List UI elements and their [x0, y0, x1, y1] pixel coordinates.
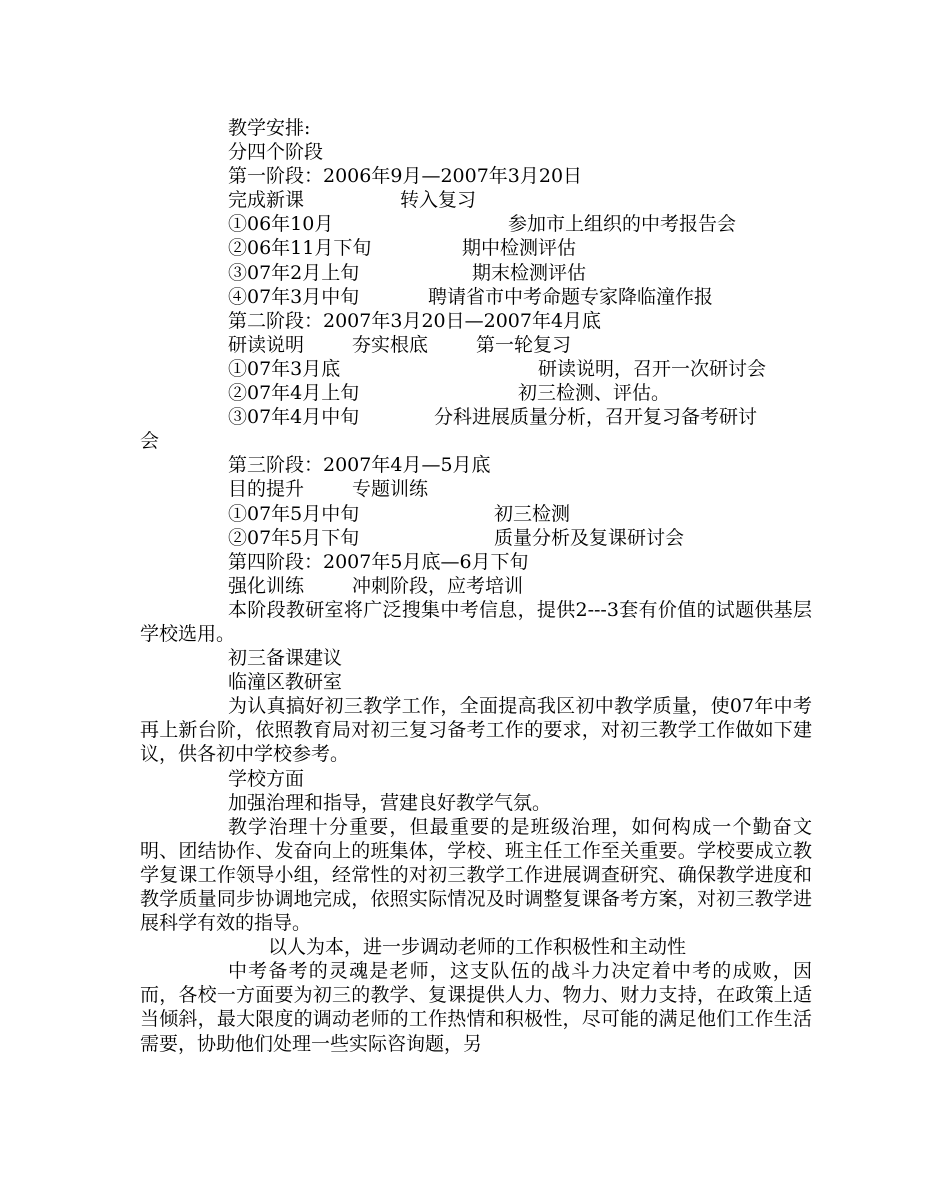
stage-1-item-3: ③07年2月上旬 期末检测评估 — [228, 261, 587, 284]
stage-2-heading: 第二阶段：2007年3月20日—2007年4月底 — [228, 309, 602, 332]
stage-3-item-1: ①07年5月中旬 初三检测 — [228, 502, 571, 525]
article-title: 初三备课建议 — [228, 647, 343, 670]
stage-1-item-1: ①06年10月 参加市上组织的中考报告会 — [228, 213, 737, 236]
stage-1-summary: 完成新课 转入复习 — [228, 189, 477, 212]
teacher-paragraph: 中考备考的灵魂是老师，这支队伍的战斗力决定着中考的成败，因而，各校一方面要为初三的教学、复课提供人力、物力、财力支持，在政策上适当倾斜，最大限度的调动老师的工作热情和积极性，尽可能的满足他们工作生活需要，协助他们处理一些实际咨询题，另 — [140, 960, 812, 1055]
stage-4-heading: 第四阶段：2007年5月底—6月下旬 — [228, 550, 529, 573]
stage-1-item-4: ④07年3月中旬 聘请省市中考命题专家降临潼作报 — [228, 285, 714, 308]
stage-2-item-2: ②07年4月上旬 初三检测、评估。 — [228, 382, 671, 405]
teacher-motivation-subheading: 以人为本，进一步调动老师的工作积极性和主动性 — [268, 936, 687, 959]
intro-paragraph: 为认真搞好初三教学工作，全面提高我区初中教学质量，使07年中考再上新台阶，依照教育局对初三复习备考工作的要求，对初三教学工作做如下建议，供各初中学校参考。 — [140, 695, 812, 766]
stage-3-summary: 目的提升 专题训练 — [228, 478, 429, 501]
school-section-heading: 学校方面 — [228, 767, 305, 790]
management-paragraph: 教学治理十分重要，但最重要的是班级治理，如何构成一个勤奋文明、团结协作、发奋向上的班集体，学校、班主任工作至关重要。学校要成立教学复课工作领导小组，经常性的对初三教学工作进展调查研究、确保教学进度和教学质量同步协调地完成，依照实际情况及时调整复课备考方案，对初三教学进展科学有效的指导。 — [140, 815, 812, 935]
stage-1-heading: 第一阶段：2006年9月—2007年3月20日 — [228, 165, 583, 188]
section-heading-teaching-plan: 教学安排: — [228, 117, 311, 139]
stage-3-item-2: ②07年5月下旬 质量分析及复课研讨会 — [228, 526, 685, 549]
stage-1-item-2: ②06年11月下旬 期中检测评估 — [228, 237, 577, 260]
document-body — [140, 116, 812, 1056]
stage-overview: 分四个阶段 — [228, 141, 324, 164]
stage-4-paragraph: 本阶段教研室将广泛搜集中考信息，提供2---3套有价值的试题供基层学校选用。 — [140, 598, 812, 645]
stage-2-summary: 研读说明 夯实根底 第一轮复习 — [228, 333, 572, 356]
article-author: 临潼区教研室 — [228, 671, 343, 694]
management-subheading: 加强治理和指导，营建良好教学气氛。 — [228, 791, 552, 814]
stage-2-item-1: ①07年3月底 研读说明，召开一次研讨会 — [228, 357, 767, 380]
stage-3-heading: 第三阶段：2007年4月—5月底 — [228, 454, 491, 477]
stage-2-item-3-continued: 会 — [140, 430, 160, 453]
stage-2-item-3: ③07年4月中旬 分科进展质量分析，召开复习备考研讨 — [228, 406, 758, 429]
stage-4-summary: 强化训练 冲刺阶段，应考培训 — [228, 574, 524, 597]
